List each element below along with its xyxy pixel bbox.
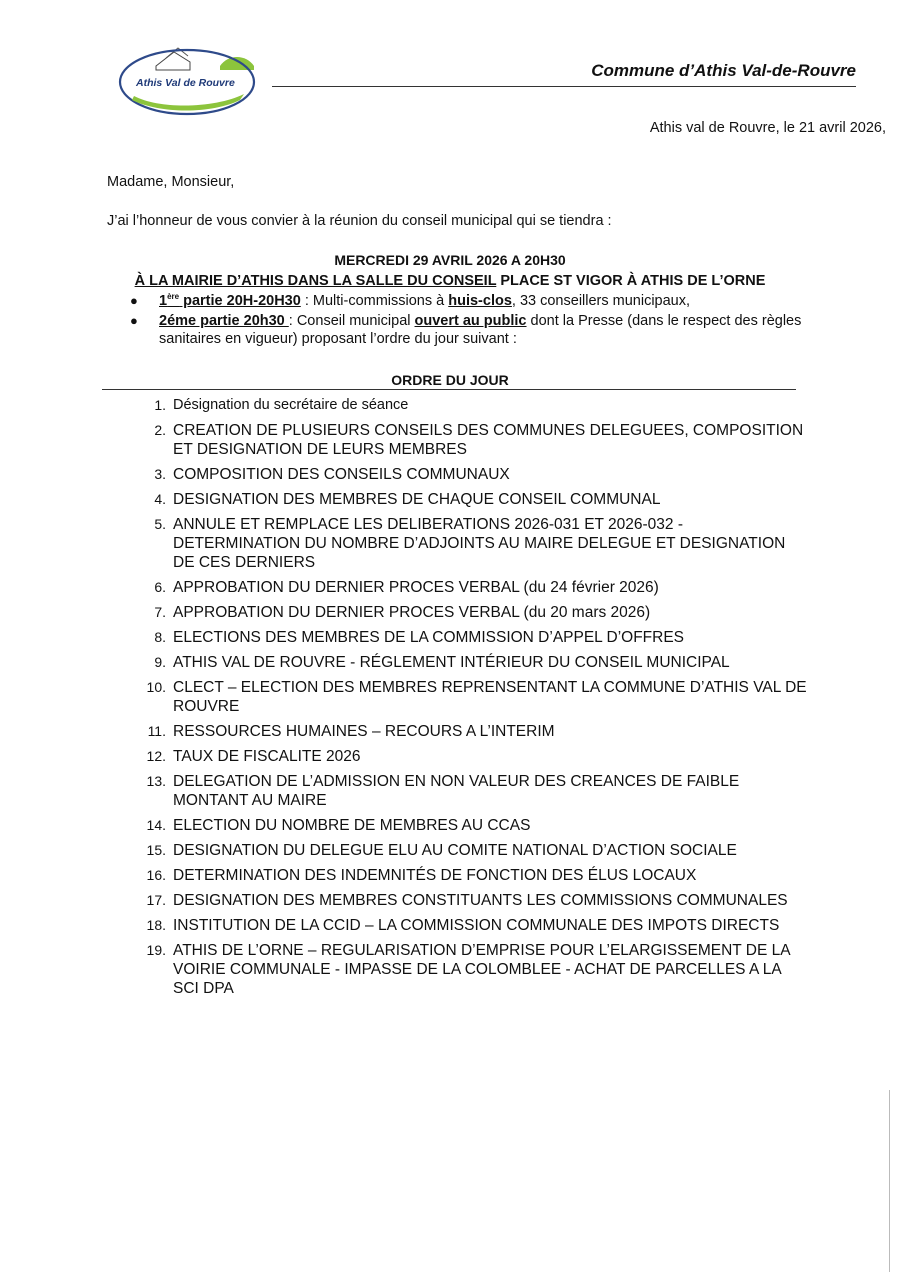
session-text: : Conseil municipal bbox=[288, 313, 415, 329]
agenda-item-number: 13. bbox=[146, 773, 166, 789]
agenda-item bbox=[130, 490, 810, 509]
agenda-item bbox=[130, 816, 810, 835]
agenda-item-text: ANNULE ET REMPLACE LES DELIBERATIONS 2026-031 ET 2026-032 - DETERMINATION DU NOMBRE D’ADJOINTS AU MAIRE DELEGUE ET DESIGNATION DE CES DERNIERS bbox=[173, 516, 786, 571]
agenda-item bbox=[130, 603, 810, 622]
agenda-item bbox=[130, 866, 810, 885]
agenda-item-number: 15. bbox=[146, 842, 166, 858]
session-item bbox=[128, 312, 818, 348]
session-text-end: dont la Presse (dans le respect des règles sanitaires en vigueur) proposant l’ordre du jour suivant : bbox=[159, 313, 802, 347]
agenda-item-number: 14. bbox=[146, 817, 166, 833]
agenda-item bbox=[130, 891, 810, 910]
agenda-item-text: DESIGNATION DES MEMBRES DE CHAQUE CONSEIL COMMUNAL bbox=[173, 491, 661, 508]
agenda-item bbox=[130, 747, 810, 766]
agenda-item-text: ELECTIONS DES MEMBRES DE LA COMMISSION D’APPEL D’OFFRES bbox=[173, 629, 685, 646]
agenda-item bbox=[130, 722, 810, 741]
agenda-item bbox=[130, 465, 810, 484]
session-emphasis: huis-clos bbox=[448, 293, 512, 309]
agenda-item-number: 17. bbox=[146, 892, 166, 908]
agenda-item-text: RESSOURCES HUMAINES – RECOURS A L’INTERIM bbox=[173, 723, 555, 740]
agenda-item-text: DESIGNATION DES MEMBRES CONSTITUANTS LES COMMISSIONS COMMUNALES bbox=[173, 892, 788, 909]
agenda-item bbox=[130, 421, 810, 459]
salutation: Madame, Monsieur, bbox=[107, 174, 235, 190]
session-label: 2éme partie 20h30 bbox=[159, 313, 289, 329]
session-label-number: 1 bbox=[159, 293, 168, 309]
logo-graphic bbox=[116, 40, 258, 118]
bullet-icon: ● bbox=[130, 313, 138, 328]
logo-house-sketch bbox=[156, 52, 190, 70]
agenda-item-number: 12. bbox=[146, 748, 166, 764]
agenda-item-text: ATHIS DE L’ORNE – REGULARISATION D’EMPRISE POUR L’ELARGISSEMENT DE LA VOIRIE COMMUNALE - IMPASSE DE LA COLOMBLEE - ACHAT DE PARCELLES A LA SCI DPA bbox=[173, 942, 790, 997]
session-label-time: partie 20H-20H30 bbox=[179, 293, 301, 309]
agenda-item-number: 16. bbox=[146, 867, 166, 883]
agenda-title: ORDRE DU JOUR bbox=[391, 372, 509, 388]
meeting-place-rest: PLACE ST VIGOR À ATHIS DE L’ORNE bbox=[496, 273, 766, 289]
agenda-item-number: 7. bbox=[154, 604, 166, 620]
scan-edge-line bbox=[889, 1090, 890, 1272]
session-label bbox=[159, 293, 301, 309]
agenda-item-number: 2. bbox=[154, 422, 166, 438]
agenda-item bbox=[130, 941, 810, 998]
session-emphasis: ouvert au public bbox=[414, 313, 527, 329]
meeting-date: MERCREDI 29 AVRIL 2026 A 20H30 bbox=[334, 252, 566, 268]
agenda-divider bbox=[102, 389, 796, 390]
agenda-item-number: 8. bbox=[154, 629, 166, 645]
agenda-item bbox=[130, 653, 810, 672]
session-label-ordinal: ère bbox=[167, 292, 180, 302]
agenda-item-number: 19. bbox=[146, 942, 166, 958]
agenda-item-number: 4. bbox=[154, 491, 166, 507]
agenda-item-text: Désignation du secrétaire de séance bbox=[173, 397, 409, 413]
meeting-place-underlined: À LA MAIRIE D’ATHIS DANS LA SALLE DU CONSEIL bbox=[134, 273, 497, 289]
agenda-item-text: APPROBATION DU DERNIER PROCES VERBAL (du 20 mars 2026) bbox=[173, 604, 651, 621]
agenda-item-number: 11. bbox=[147, 723, 166, 739]
session-text-end: , 33 conseillers municipaux, bbox=[511, 293, 691, 309]
agenda-item-text: COMPOSITION DES CONSEILS COMMUNAUX bbox=[173, 466, 510, 483]
agenda-list bbox=[130, 396, 810, 1004]
agenda-item-text: DESIGNATION DU DELEGUE ELU AU COMITE NATIONAL D’ACTION SOCIALE bbox=[173, 842, 737, 859]
agenda-item bbox=[130, 396, 810, 415]
meeting-place bbox=[100, 273, 800, 289]
agenda-item-text: TAUX DE FISCALITE 2026 bbox=[173, 748, 361, 765]
agenda-item bbox=[130, 678, 810, 716]
agenda-item-number: 3. bbox=[154, 466, 166, 482]
agenda-item-text: ATHIS VAL DE ROUVRE - RÉGLEMENT INTÉRIEUR DU CONSEIL MUNICIPAL bbox=[173, 654, 730, 671]
agenda-item-number: 1. bbox=[154, 397, 166, 413]
agenda-item bbox=[130, 772, 810, 810]
commune-name: Commune d’Athis Val-de-Rouvre bbox=[591, 61, 856, 80]
agenda-item-text: DETERMINATION DES INDEMNITÉS DE FONCTION DES ÉLUS LOCAUX bbox=[173, 867, 697, 884]
agenda-item bbox=[130, 578, 810, 597]
header-divider bbox=[272, 86, 856, 87]
letter-date: Athis val de Rouvre, le 21 avril 2026, bbox=[649, 120, 886, 136]
agenda-item-text: ELECTION DU NOMBRE DE MEMBRES AU CCAS bbox=[173, 817, 531, 834]
agenda-item-number: 9. bbox=[154, 654, 166, 670]
agenda-item bbox=[130, 841, 810, 860]
agenda-item-text: CREATION DE PLUSIEURS CONSEILS DES COMMUNES DELEGUEES, COMPOSITION ET DESIGNATION DE LEURS MEMBRES bbox=[173, 422, 804, 458]
agenda-item-number: 18. bbox=[146, 917, 166, 933]
agenda-item-number: 5. bbox=[154, 516, 166, 532]
agenda-item-number: 10. bbox=[146, 679, 166, 695]
session-item bbox=[128, 292, 818, 310]
bullet-icon: ● bbox=[130, 293, 138, 308]
agenda-item-number: 6. bbox=[154, 579, 166, 595]
session-text: : Multi-commissions à bbox=[300, 293, 449, 309]
intro-paragraph: J’ai l’honneur de vous convier à la réunion du conseil municipal qui se tiendra : bbox=[107, 213, 612, 229]
agenda-item-text: DELEGATION DE L’ADMISSION EN NON VALEUR DES CREANCES DE FAIBLE MONTANT AU MAIRE bbox=[173, 773, 740, 809]
agenda-item-text: APPROBATION DU DERNIER PROCES VERBAL (du 24 février 2026) bbox=[173, 579, 659, 596]
logo-text: Athis Val de Rouvre bbox=[136, 77, 235, 89]
agenda-item bbox=[130, 515, 810, 572]
agenda-item bbox=[130, 916, 810, 935]
agenda-item bbox=[130, 628, 810, 647]
session-list bbox=[128, 292, 818, 350]
agenda-item-text: INSTITUTION DE LA CCID – LA COMMISSION COMMUNALE DES IMPOTS DIRECTS bbox=[173, 917, 780, 934]
commune-logo bbox=[116, 40, 258, 118]
agenda-item-text: CLECT – ELECTION DES MEMBRES REPRENSENTANT LA COMMUNE D’ATHIS VAL DE ROUVRE bbox=[173, 679, 807, 715]
